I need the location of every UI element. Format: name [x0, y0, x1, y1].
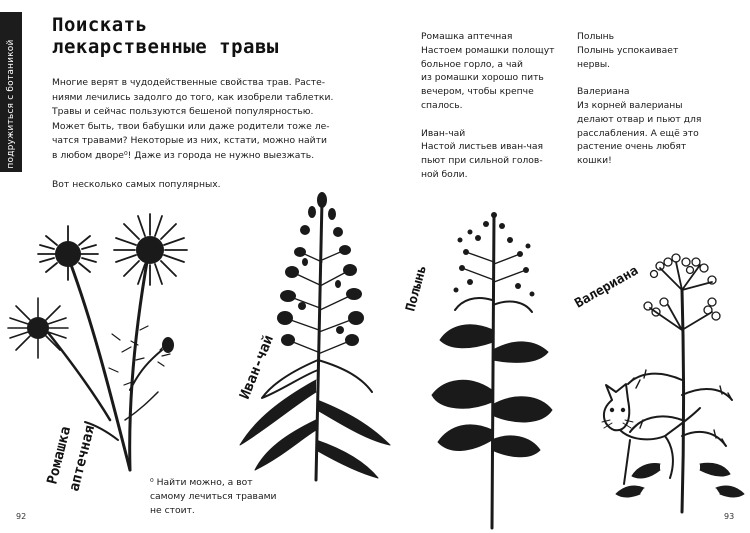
footnote-line: ⁰ Найти можно, а вот	[150, 477, 253, 488]
intro-line: Может быть, твои бабушки или даже родители тоже ле-	[52, 120, 330, 132]
intro-line: Многие верят в чудодейственные свойства трав. Расте-	[52, 77, 326, 88]
herb-text-line: делают отвар и пьют для	[577, 113, 702, 125]
herb-text-line: нервы.	[577, 58, 611, 70]
herb-text-line: вечером, чтобы крепче	[421, 86, 534, 98]
label-chamomile-1: Ромашка	[44, 424, 75, 486]
wormwood-illustration	[432, 212, 552, 528]
footnote	[150, 476, 320, 518]
intro-line: ниями лечились задолго до того, как изобрели таблетки.	[52, 91, 334, 103]
intro-line: чатся травами? Некоторые из них, кстати, можно найти	[52, 135, 327, 147]
herb-name-chamomile: Ромашка аптечная	[421, 31, 513, 42]
intro-closing: Вот несколько самых популярных.	[52, 179, 221, 191]
page-title-line-2: лекарственные травы	[52, 36, 279, 58]
herb-text-line: Полынь успокаивает	[577, 44, 679, 56]
footnote-line: не стоит.	[150, 505, 195, 516]
valerian-illustration	[602, 254, 744, 512]
footnote-line: самому лечиться травами	[150, 491, 277, 502]
page-number-right: 93	[724, 512, 735, 521]
herb-name-valerian: Валериана	[577, 86, 630, 98]
intro-line: в любом дворе⁰! Даже из города не нужно выезжать.	[52, 149, 315, 161]
herb-text-line: Из корней валерианы	[577, 99, 683, 111]
label-wormwood: Полынь	[403, 263, 431, 314]
herb-text-line: расслабления. А ещё это	[577, 127, 699, 139]
herb-text-line: больное горло, а чай	[421, 58, 523, 70]
page-title-line-1: Поискать	[52, 14, 148, 36]
herb-text-line: спалось.	[421, 99, 463, 111]
herb-text-line: Настоем ромашки полощут	[421, 44, 555, 56]
label-valerian: Валериана	[572, 263, 642, 312]
herb-name-fireweed: Иван-чай	[421, 127, 466, 139]
herb-text-line: ной боли.	[421, 168, 468, 180]
label-fireweed: Иван-чай	[236, 332, 277, 402]
herb-name-wormwood: Полынь	[577, 31, 615, 42]
herb-text-line: из ромашки хорошо пить	[421, 72, 544, 84]
herb-text-line: кошки!	[577, 155, 612, 167]
herb-text-line: растение очень любят	[577, 141, 687, 153]
page-number-left: 92	[16, 512, 27, 521]
label-chamomile-2: аптечная	[66, 423, 99, 493]
chamomile-illustration	[8, 214, 187, 470]
herb-text-line: пьют при сильной голов-	[421, 155, 543, 167]
herb-text-line: Настой листьев иван-чая	[421, 141, 544, 153]
intro-line: Травы и сейчас пользуются бешеной популярностью.	[52, 106, 314, 118]
section-tab-label: подружиться с ботаникой	[6, 39, 16, 169]
